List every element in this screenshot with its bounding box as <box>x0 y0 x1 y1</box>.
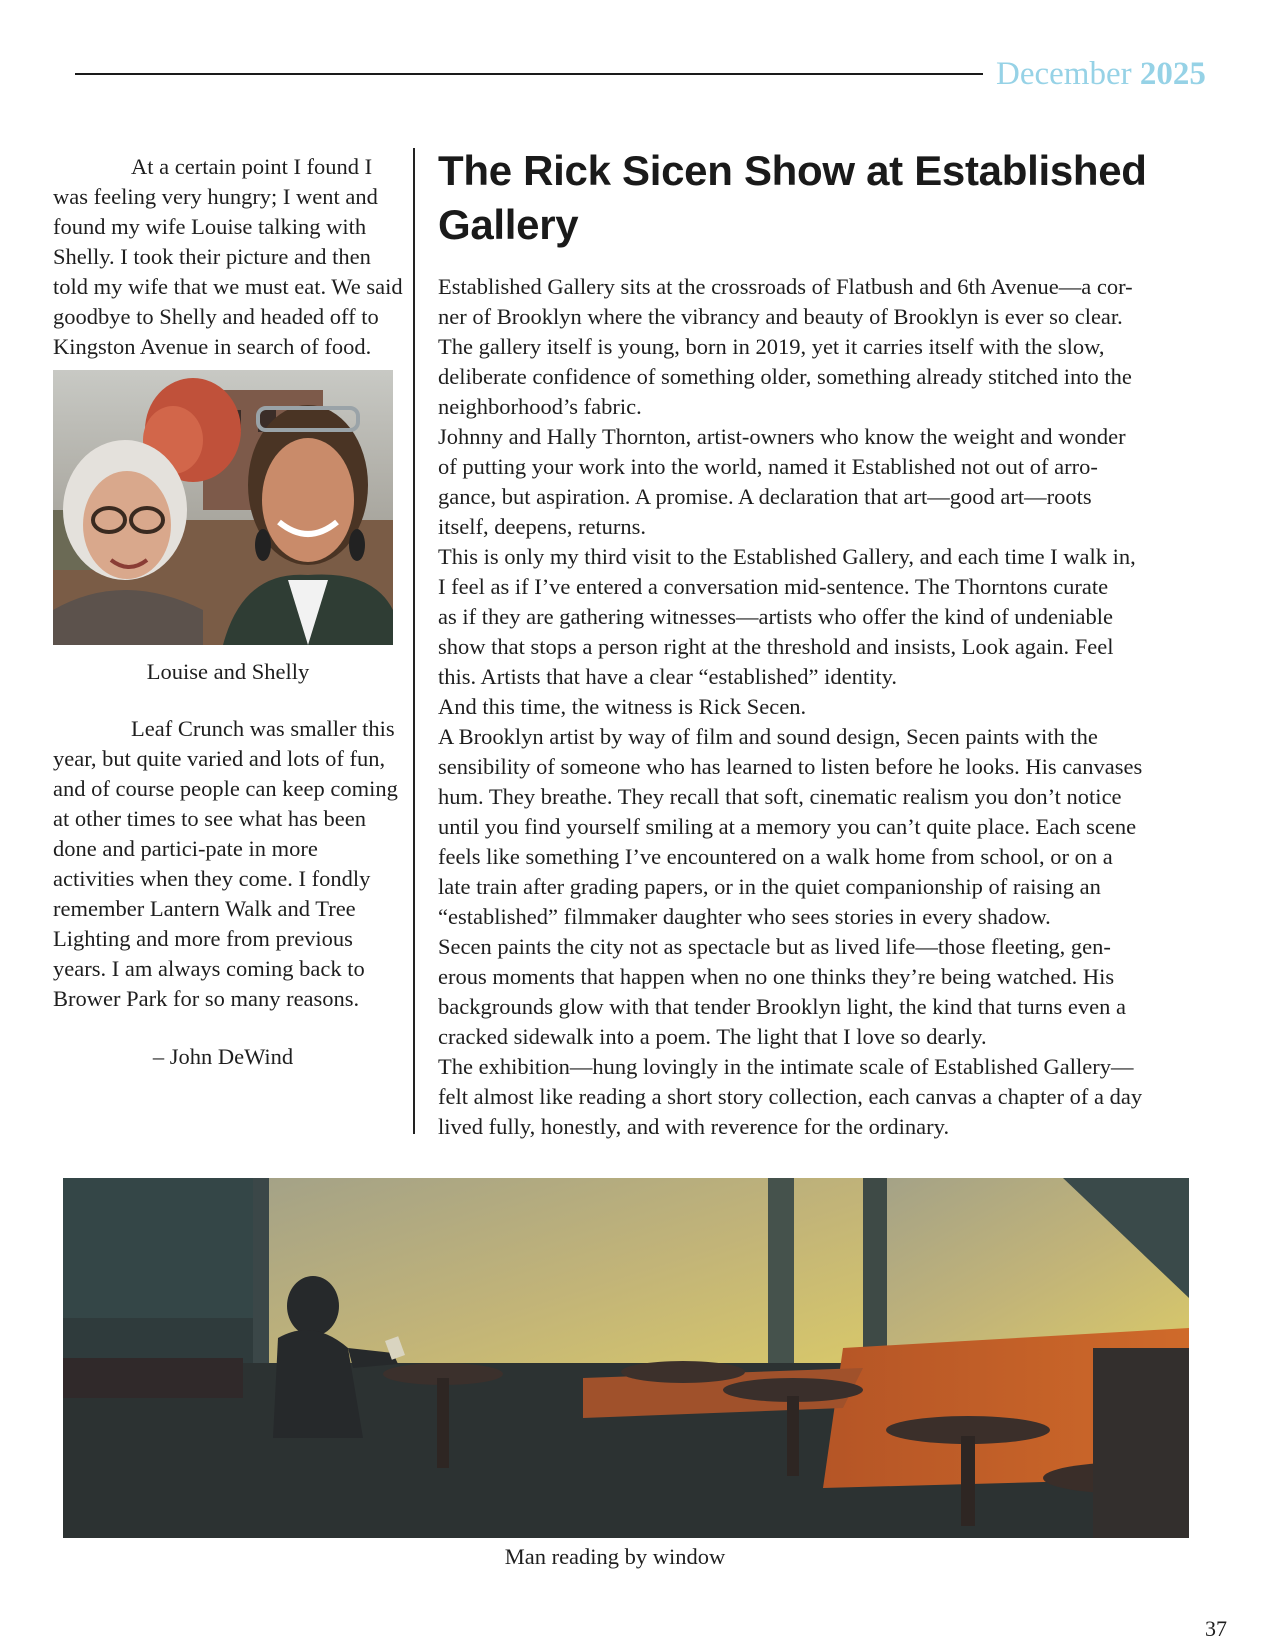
article-line: show that stops a person right at the threshold and insists, Look again. Feel <box>438 634 1114 659</box>
author-signature: – John DeWind <box>152 1044 294 1069</box>
article-line: this. Artists that have a clear “established” identity. <box>438 664 898 689</box>
article-line: ner of Brooklyn where the vibrancy and beauty of Brooklyn is ever so clear. <box>438 304 1123 329</box>
column-divider <box>413 148 415 1134</box>
article-line: “established” filmmaker daughter who sees stories in every shadow. <box>438 904 1051 929</box>
article-line: neighborhood’s fabric. <box>438 394 642 419</box>
left-column <box>53 152 403 1072</box>
article-line: Secen paints the city not as spectacle but as lived life—those fleeting, gen- <box>438 934 1111 959</box>
painting-illustration <box>63 1178 1189 1538</box>
article-line: itself, deepens, returns. <box>438 514 647 539</box>
article-line: sensibility of someone who has learned to listen before he looks. His canvases <box>438 754 1143 779</box>
issue-date <box>996 52 1206 96</box>
article-line: The gallery itself is young, born in 2019, yet it carries itself with the slow, <box>438 334 1105 359</box>
article-line: feels like something I’ve encountered on a walk home from school, or on a <box>438 844 1113 869</box>
article-line: late train after grading papers, or in the quiet companionship of raising an <box>438 874 1101 899</box>
article-line: gance, but aspiration. A promise. A declaration that art—good art—roots <box>438 484 1092 509</box>
article-line: And this time, the witness is Rick Secen. <box>438 694 807 719</box>
article-title: The Rick Sicen Show at Established Gallery <box>438 147 1147 248</box>
article-line: A Brooklyn artist by way of film and sound design, Secen paints with the <box>438 724 1098 749</box>
article-line: of putting your work into the world, named it Established not out of arro- <box>438 454 1098 479</box>
article-line: The exhibition—hung lovingly in the intimate scale of Established Gallery— <box>438 1054 1134 1079</box>
article-body <box>438 272 1213 1142</box>
photo-caption: Louise and Shelly <box>146 659 310 684</box>
article-line: erous moments that happen when no one thinks they’re being watched. His <box>438 964 1115 989</box>
closing-paragraph: Leaf Crunch was smaller this year, but quite varied and lots of fun, and of course people can keep coming at other times to see what has been done and partici-pate in more activities when they come. I fondly remember Lantern Walk and Tree Lighting and more from previous years. I am always coming back to Brower Park for so many reasons. <box>53 716 398 1011</box>
article-line: I feel as if I’ve entered a conversation mid-sentence. The Thorntons curate <box>438 574 1109 599</box>
header-rule <box>75 73 983 75</box>
article-line: cracked sidewalk into a poem. The light that I love so dearly. <box>438 1024 987 1049</box>
issue-year: 2025 <box>1139 56 1206 92</box>
article-line: as if they are gathering witnesses—artists who offer the kind of undeniable <box>438 604 1114 629</box>
page-number: 37 <box>1205 1616 1227 1641</box>
painting-image <box>63 1178 1189 1538</box>
article-line: backgrounds glow with that tender Brooklyn light, the kind that turns even a <box>438 994 1126 1019</box>
article-line: Established Gallery sits at the crossroads of Flatbush and 6th Avenue—a cor- <box>438 274 1133 299</box>
portrait-photo-illustration <box>53 370 393 645</box>
intro-paragraph: At a certain point I found I was feeling very hungry; I went and found my wife Louise talking with Shelly. I took their picture and then told my wife that we must eat. We said goodbye to Shelly and headed off to Kingston Avenue in search of food. <box>53 154 403 359</box>
article-line: hum. They breathe. They recall that soft, cinematic realism you don’t notice <box>438 784 1122 809</box>
painting-caption: Man reading by window <box>504 1544 726 1569</box>
article-line: felt almost like reading a short story collection, each canvas a chapter of a day <box>438 1084 1143 1109</box>
photo-louise-and-shelly <box>53 370 393 645</box>
article-line: Johnny and Hally Thornton, artist-owners who know the weight and wonder <box>438 424 1126 449</box>
article-line: This is only my third visit to the Established Gallery, and each time I walk in, <box>438 544 1136 569</box>
article-line: deliberate confidence of something older, something already stitched into the <box>438 364 1132 389</box>
issue-month: December <box>996 56 1132 92</box>
article-line: lived fully, honestly, and with reverence for the ordinary. <box>438 1114 950 1139</box>
article-line: until you find yourself smiling at a memory you can’t quite place. Each scene <box>438 814 1137 839</box>
